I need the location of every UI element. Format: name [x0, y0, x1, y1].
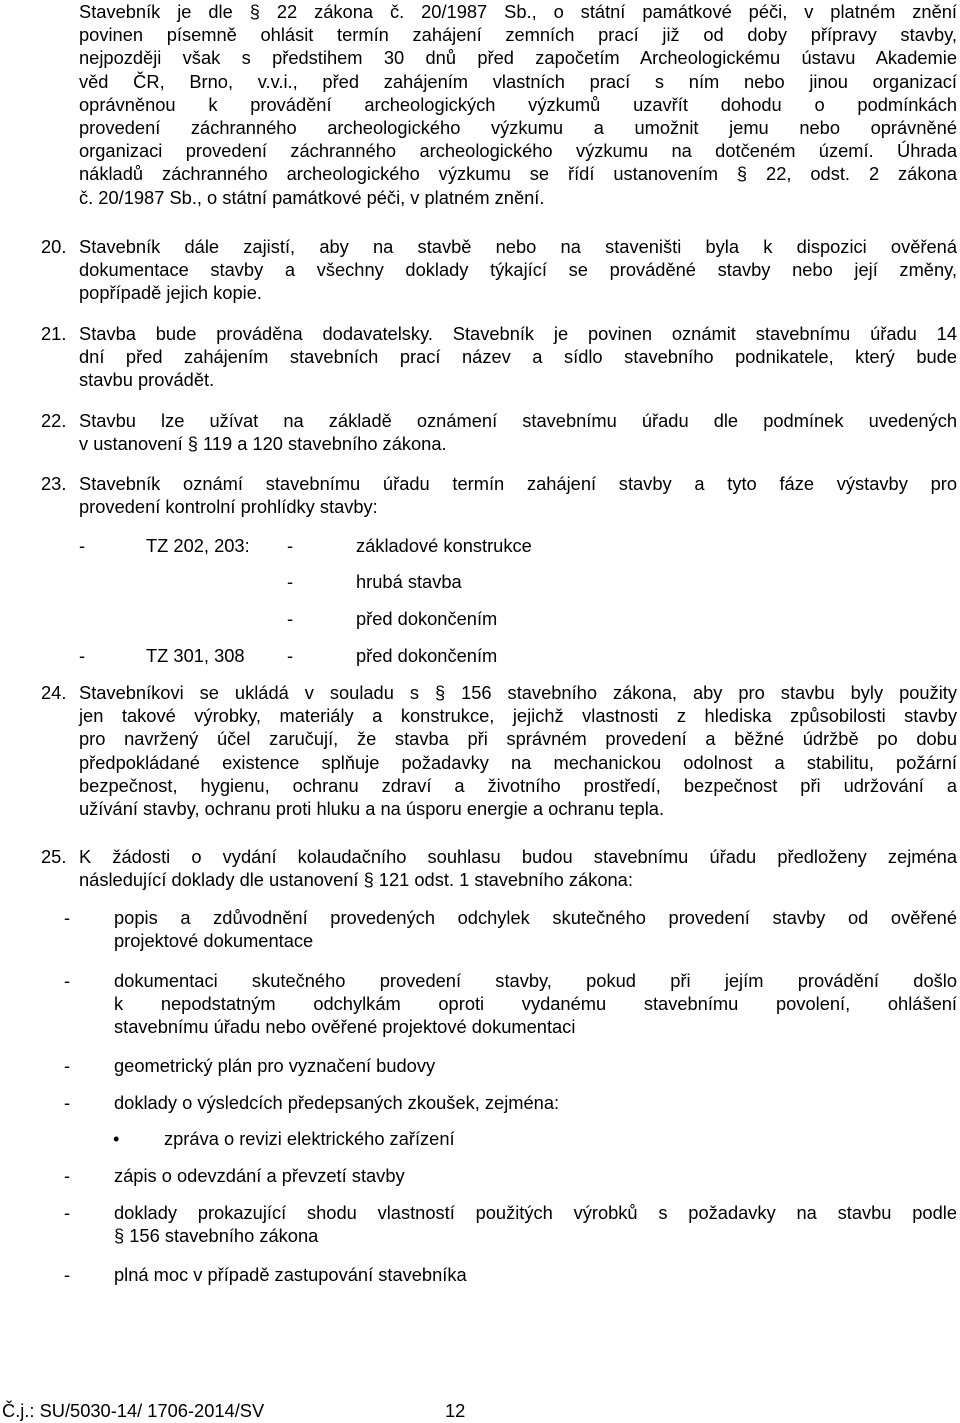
item-line: Stavebníkovi se ukládá v souladu s § 156 stavebního zákona, aby pro stavbu byly použity [79, 682, 957, 703]
intro-line: povinen písemně ohlásit termín zahájení zemních prací již od doby přípravy stavby, [79, 24, 957, 46]
item-line: stavbu provádět. [79, 369, 215, 391]
list-item [114, 1054, 957, 1077]
intro-paragraph [79, 0, 957, 209]
page-number: 12 [445, 1400, 466, 1421]
item-line: v ustanovení § 119 a 120 stavebního zákona. [79, 433, 447, 455]
item-20-paragraph [79, 235, 957, 305]
list-item-line: doklady prokazující shodu vlastností použitých výrobků s požadavky na stavbu podle [114, 1202, 957, 1223]
page-footer [2, 1399, 472, 1423]
phase-name: hrubá stavba [356, 571, 462, 592]
list-bullet: • [113, 1128, 120, 1149]
phase-name: základové konstrukce [356, 535, 532, 556]
phase-name: před dokončením [356, 645, 498, 666]
item-number: 23. [41, 473, 67, 494]
list-item-line: doklady o výsledcích předepsaných zkoušek, zejména: [114, 1092, 560, 1113]
phase-dash: - [79, 645, 86, 666]
item-line: K žádosti o vydání kolaudačního souhlasu budou stavebnímu úřadu předloženy zejména [79, 846, 957, 867]
item-22-paragraph [79, 409, 957, 455]
phase-dash: - [287, 645, 294, 666]
document-reference: Č.j.: SU/5030-14/ 1706-2014/SV [2, 1400, 265, 1421]
list-item-line: projektové dokumentace [114, 930, 314, 952]
item-line: Stavebník dále zajistí, aby na stavbě nebo na staveništi byla k dispozici ověřená [79, 236, 957, 257]
item-line: následující doklady dle ustanovení § 121 odst. 1 stavebního zákona: [79, 869, 633, 891]
item-line: dní před zahájením stavebních prací název a sídlo stavebního podnikatele, který bude [79, 346, 957, 368]
list-dash: - [64, 1092, 71, 1113]
list-dash: - [64, 970, 71, 991]
item-24-paragraph [79, 681, 957, 820]
phase-tz-reference: TZ 301, 308 [146, 645, 245, 666]
intro-line: provedení záchranného archeologického výzkumu a umožnit jemu nebo oprávněné [79, 117, 957, 139]
item-line: užívání stavby, ochranu proti hluku a na úsporu energie a ochranu tepla. [79, 798, 665, 820]
item-line: Stavba bude prováděna dodavatelsky. Stavebník je povinen oznámit stavebnímu úřadu 14 [79, 323, 957, 344]
list-item [114, 906, 957, 952]
list-item-line: zápis o odevzdání a převzetí stavby [114, 1165, 405, 1186]
item-25-paragraph [79, 845, 957, 891]
item-21-paragraph [79, 322, 957, 392]
intro-line: oprávněnou k provádění archeologických výzkumů uzavřít dohodu o podmínkách [79, 93, 957, 115]
item-number: 24. [41, 682, 67, 703]
item-line: bezpečnost, hygienu, ochranu zdraví a životního prostředí, bezpečnost při udržování a [79, 774, 957, 796]
list-dash: - [64, 1264, 71, 1285]
intro-line: nákladů záchranného archeologického výzkumu se řídí ustanovením § 22, odst. 2 zákona [79, 163, 957, 185]
list-item [114, 1263, 957, 1286]
list-item-line: § 156 stavebního zákona [114, 1225, 319, 1247]
list-dash: - [64, 907, 71, 928]
list-dash: - [64, 1055, 71, 1076]
list-item [114, 1164, 957, 1187]
list-item [164, 1127, 957, 1150]
list-item-line: k nepodstatným odchylkám oproti vydanému stavebnímu povolení, ohlášení [114, 993, 957, 1015]
phase-name: před dokončením [356, 608, 498, 629]
intro-line: nejpozději však s předstihem 30 dnů před započetím Archeologickému ústavu Akademie [79, 47, 957, 69]
item-line: Stavebník oznámí stavebnímu úřadu termín zahájení stavby a tyto fáze výstavby pro [79, 473, 957, 494]
list-item-line: dokumentaci skutečného provedení stavby, pokud při jejím provádění došlo [114, 970, 957, 991]
phase-dash: - [287, 608, 294, 629]
item-line: provedení kontrolní prohlídky stavby: [79, 496, 378, 518]
item-line: předpokládané existence splňuje požadavky na mechanickou odolnost a stabilitu, požární [79, 751, 957, 773]
phase-dash: - [79, 535, 86, 556]
list-item-line: popis a zdůvodnění provedených odchylek skutečného provedení stavby od ověřené [114, 907, 957, 928]
item-number: 20. [41, 236, 67, 257]
phase-tz-reference: TZ 202, 203: [146, 535, 250, 556]
phase-dash: - [287, 535, 294, 556]
intro-line: Stavebník je dle § 22 zákona č. 20/1987 Sb., o státní památkové péči, v platném znění [79, 1, 957, 22]
intro-line: věd ČR, Brno, v.v.i., před zahájením vlastních prací s ním nebo jinou organizací [79, 70, 957, 92]
item-23-paragraph [79, 472, 957, 518]
list-dash: - [64, 1202, 71, 1223]
intro-line: č. 20/1987 Sb., o státní památkové péči, v platném znění. [79, 186, 545, 208]
list-item-line: stavebnímu úřadu nebo ověřené projektové dokumentaci [114, 1016, 576, 1038]
list-item-line: geometrický plán pro vyznačení budovy [114, 1055, 436, 1076]
phase-dash: - [287, 571, 294, 592]
item-line: pro navržený účel zaručují, že stavba při správném provedení a běžné údržbě po dobu [79, 728, 957, 750]
list-item-line: plná moc v případě zastupování stavebníka [114, 1264, 467, 1285]
item-number: 25. [41, 846, 67, 867]
list-item [114, 1091, 957, 1114]
item-line: popřípadě jejich kopie. [79, 282, 262, 304]
item-line: Stavbu lze užívat na základě oznámení stavebnímu úřadu dle podmínek uvedených [79, 410, 957, 431]
list-item [114, 1201, 957, 1247]
item-number: 21. [41, 323, 67, 344]
item-number: 22. [41, 410, 67, 431]
list-dash: - [64, 1165, 71, 1186]
item-line: jen takové výrobky, materiály a konstrukce, jejichž vlastnosti z hlediska způsobilosti stavby [79, 705, 957, 727]
item-line: dokumentace stavby a všechny doklady týkající se prováděné stavby nebo její změny, [79, 259, 957, 281]
list-item [114, 969, 957, 1039]
list-item-line: zpráva o revizi elektrického zařízení [164, 1128, 455, 1149]
intro-line: organizaci provedení záchranného archeologického výzkumu na dotčeném území. Úhrada [79, 140, 957, 162]
